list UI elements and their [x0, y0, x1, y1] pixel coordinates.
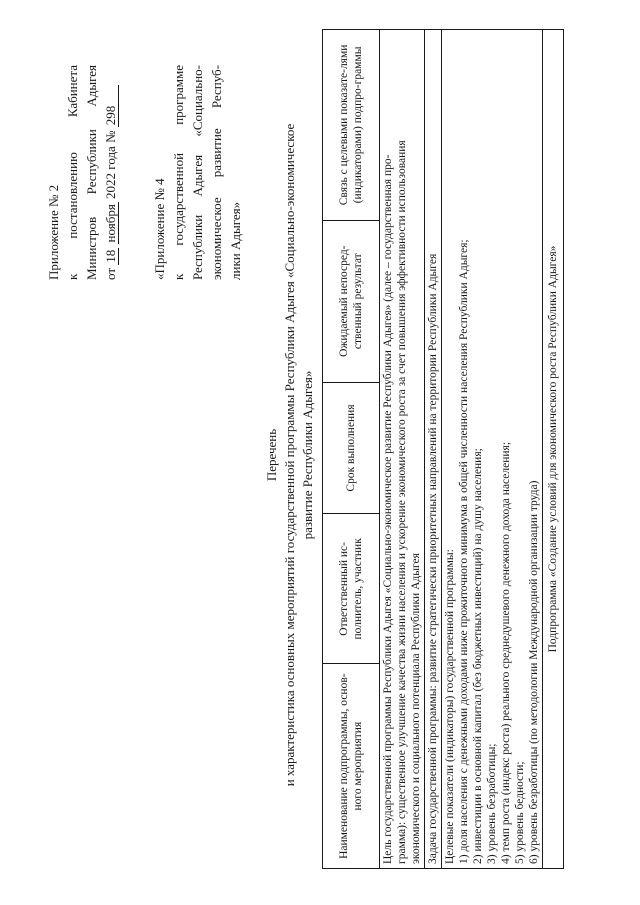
indicator-line: 4) темп роста (индекс роста) реального среднедушевого денежного дохода населения;	[500, 441, 512, 864]
subprogram-cell: Подпрограмма «Создание условий для экономического роста Республики Адыгея»	[543, 30, 564, 869]
goal-cell	[380, 30, 425, 869]
appendix-2-date-month: ноября	[103, 204, 118, 243]
indicator-line: 2) инвестиции в основной капитал (без бюджетных инвестиций) на душу населения;	[472, 448, 484, 864]
header-responsible: Ответственный ис-полнитель, участник	[323, 514, 380, 664]
indicator-line: 5) уровень бедности;	[514, 761, 526, 864]
table-row	[380, 30, 425, 869]
title-line2: и характеристика основных мероприятий государственной программы Республики Адыгея «Социально-экономическое	[282, 123, 297, 787]
header-indicator-link: Связь с целевыми показате-лями (индикаторами) подпро-граммы	[323, 30, 380, 221]
title-line1: Перечень	[264, 428, 279, 482]
appendix-4-line5: лики Адыгея»	[228, 201, 243, 280]
appendix-4-block	[150, 65, 245, 280]
appendix-2-line1: Приложение № 2	[46, 184, 61, 280]
appendix-2-date-prefix: от	[103, 267, 118, 280]
appendix-4-line2-right: программе	[171, 65, 186, 125]
appendix-2-line3: Министров Республики Адыгея	[84, 65, 99, 280]
appendix-4-line2-mid: государственной	[171, 152, 186, 246]
task-cell: Задача государственной программы: развитие стратегически приоритетных направлений на территории Республики Адыгея	[425, 30, 442, 869]
appendix-2-doc-number: 298	[103, 85, 119, 127]
indicator-line: 3) уровень безработицы;	[486, 743, 498, 864]
appendix-4-line2	[169, 65, 188, 280]
header-expected-result: Ожидаемый непосред-ственный результат	[323, 220, 380, 382]
table-header-row	[323, 30, 380, 869]
table-row	[543, 30, 564, 869]
indicators-cell	[442, 30, 543, 869]
appendix-2-line4	[101, 65, 120, 280]
goal-line: грамма): существенное улучшение качества жизни населения и ускорение экономического роста за счет повышения эффективности использования	[396, 140, 408, 864]
indicator-line: 6) уровень безработицы (по методологии Международной организации труда)	[528, 480, 540, 864]
document-title	[263, 75, 317, 835]
appendix-2-date-day: 18	[103, 249, 118, 263]
table-row	[442, 30, 543, 869]
header-deadline: Срок выполнения	[323, 382, 380, 514]
header-subprogram-name: Наименование подпрограммы, основ-ного мероприятия	[323, 664, 380, 869]
appendix-4-line4: экономическое развитие Респуб-	[209, 65, 224, 280]
table-row	[425, 30, 442, 869]
appendix-2-line2	[63, 65, 82, 280]
appendix-2-date-year: 2022 года №	[103, 130, 118, 199]
indicator-line: 1) доля населения с денежными доходами ниже прожиточного минимума в общей численности населения Республики Адыгея;	[458, 239, 470, 864]
appendix-2-line2-right: постановлению Кабинета	[65, 65, 80, 239]
indicator-line: Целевые показатели (индикаторы) государственной программы:	[444, 549, 456, 864]
appendix-2-block	[44, 65, 120, 280]
appendix-4-line1: «Приложение № 4	[152, 178, 167, 280]
goal-line: экономического и социального потенциала Республики Адыгея	[410, 553, 422, 864]
appendix-4-line3: Республики Адыгея «Социально-	[190, 65, 205, 280]
measures-table	[322, 29, 564, 869]
title-line3: развитие Республики Адыгея»	[300, 370, 315, 540]
appendix-2-line2-left: к	[65, 273, 80, 280]
goal-line: Цель государственной программы Республики Адыгея «Социально-экономическое развитие Республики Адыгея» (далее – государственная про-	[382, 154, 394, 864]
appendix-4-line2-left: к	[171, 273, 186, 280]
